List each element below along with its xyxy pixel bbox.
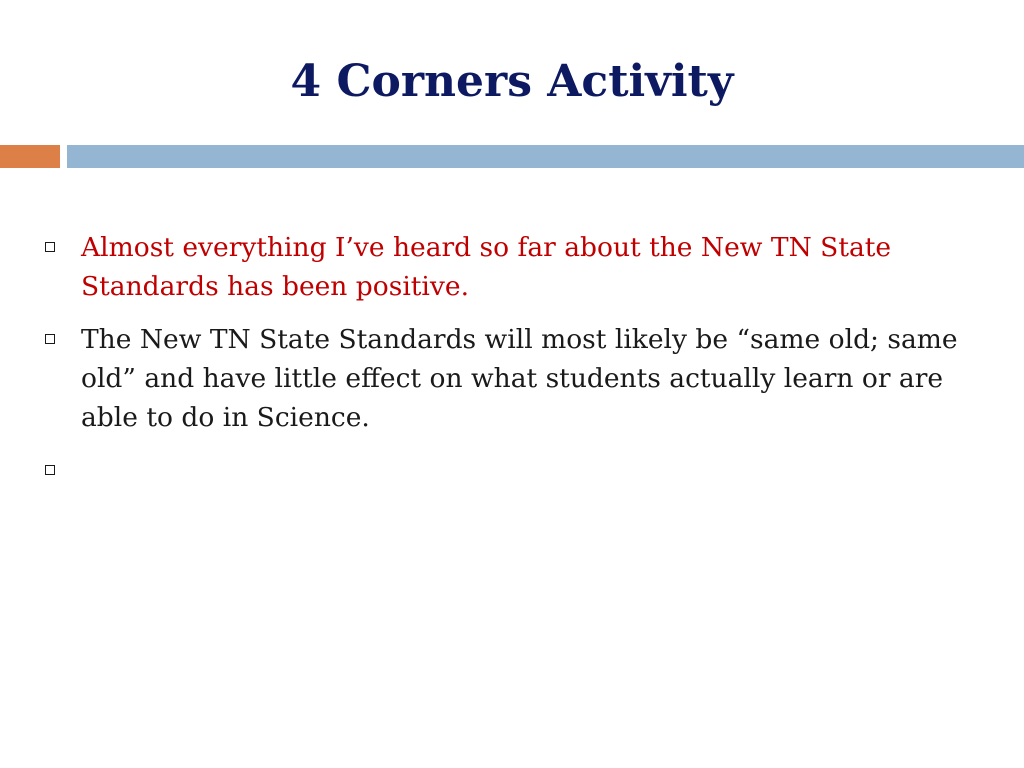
bullet-text: Almost everything I’ve heard so far about the New TN State Standards has been positive. [81, 232, 892, 302]
accent-bar-orange [0, 145, 60, 168]
bullet-item-empty [0, 451, 1024, 490]
bullet-item [0, 320, 1024, 437]
bullet-item [0, 228, 1024, 306]
accent-bar-blue [67, 145, 1024, 168]
slide-title: 4 Corners Activity [290, 56, 734, 107]
bullet-text: The New TN State Standards will most likely be “same old; same old” and have little effect on what students actually learn or are able to do in Science. [81, 324, 958, 433]
bullet-list [0, 228, 1024, 504]
square-bullet-icon [45, 242, 55, 252]
square-bullet-icon [45, 334, 55, 344]
square-bullet-icon [45, 465, 55, 475]
